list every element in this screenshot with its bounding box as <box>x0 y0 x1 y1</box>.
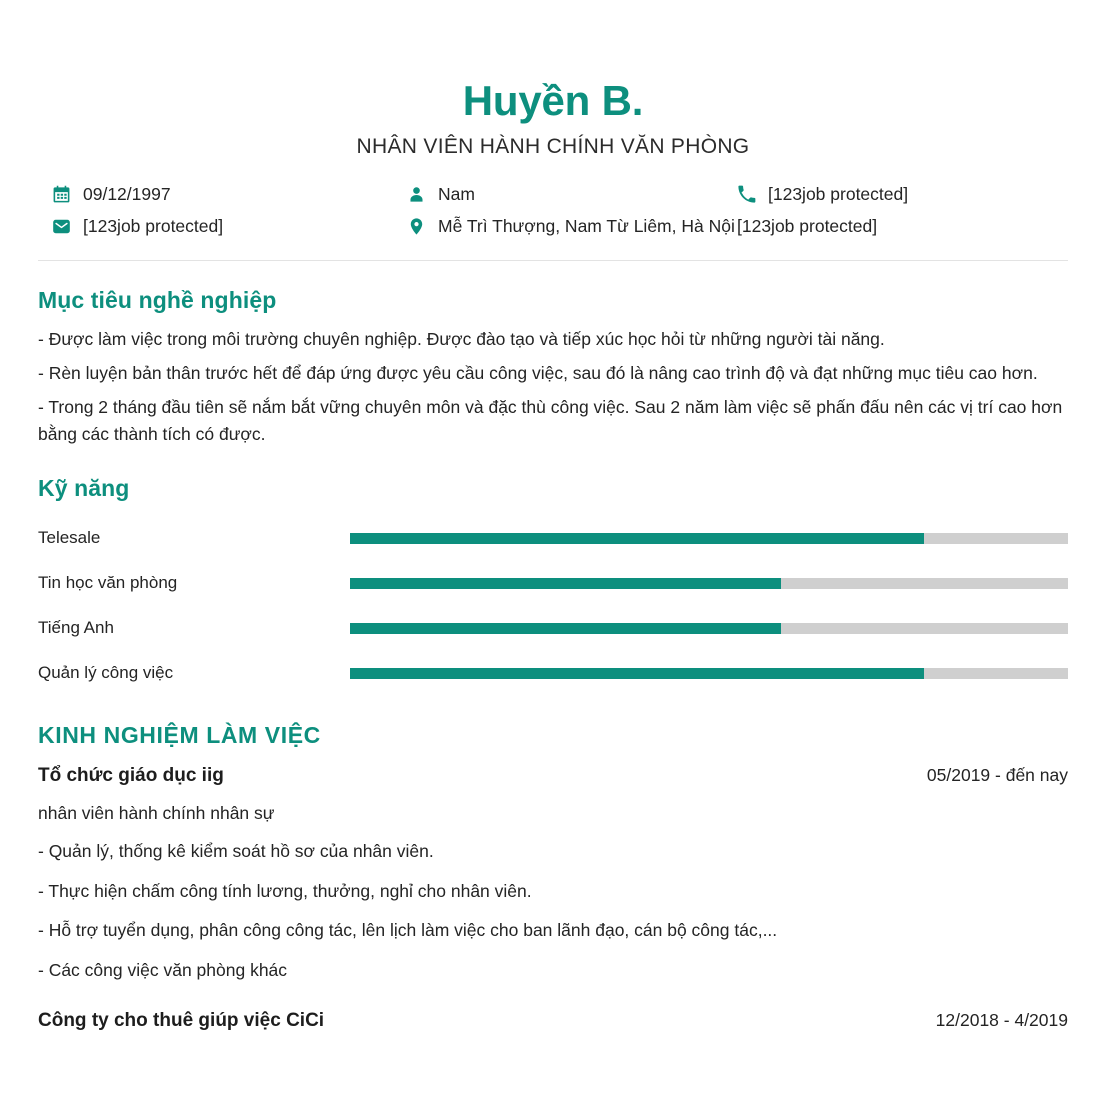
skill-label: Tin học văn phòng <box>38 573 178 593</box>
objective-line: - Rèn luyện bản thân trước hết để đáp ứng được yêu cầu công việc, sau đó là nâng cao trình độ và đạt những mục tiêu cao hơn. <box>38 363 1038 383</box>
skill-label: Quản lý công việc <box>38 663 174 683</box>
candidate-job-title: NHÂN VIÊN HÀNH CHÍNH VĂN PHÒNG <box>356 135 750 159</box>
skill-row <box>38 651 1068 696</box>
experience-position: nhân viên hành chính nhân sự <box>38 802 275 823</box>
person-icon <box>407 185 426 204</box>
experience-entry-header <box>38 1010 1068 1032</box>
contact-gender <box>407 185 737 204</box>
contact-email-secondary[interactable] <box>737 217 1068 236</box>
contact-email-value: [123job protected] <box>83 216 224 237</box>
skill-row <box>38 606 1068 651</box>
experience-bullet: - Hỗ trợ tuyển dụng, phân công công tác, lên lịch làm việc cho ban lãnh đạo, cán bộ công tác,... <box>38 920 778 941</box>
experience-date: 05/2019 - đến nay <box>926 764 1068 785</box>
phone-icon <box>737 185 756 204</box>
skills-list <box>38 516 1068 696</box>
experience-title: KINH NGHIỆM LÀM VIỆC <box>38 721 321 748</box>
experience-company: Tổ chức giáo dục iig <box>38 764 224 786</box>
skill-progress-fill <box>350 668 924 679</box>
skill-progress-track <box>350 623 1068 634</box>
experience-bullet: - Quản lý, thống kê kiểm soát hồ sơ của nhân viên. <box>38 840 434 861</box>
skill-progress-fill <box>350 578 781 589</box>
skill-label: Tiếng Anh <box>38 618 114 638</box>
objective-line: - Được làm việc trong môi trường chuyên nghiệp. Được đào tạo và tiếp xúc học hỏi từ những người tài năng. <box>38 329 885 350</box>
header-divider <box>38 260 1068 261</box>
experience-bullet: - Các công việc văn phòng khác <box>38 959 288 980</box>
contact-address-value: Mễ Trì Thượng, Nam Từ Liêm, Hà Nội <box>438 216 735 237</box>
contact-info-grid <box>38 185 1068 236</box>
experience-company: Công ty cho thuê giúp việc CiCi <box>38 1010 325 1032</box>
skill-row <box>38 516 1068 561</box>
contact-gender-value: Nam <box>438 184 475 205</box>
skill-label: Telesale <box>38 528 101 548</box>
section-objective <box>38 287 1068 449</box>
contact-address <box>407 217 737 236</box>
skill-row <box>38 561 1068 606</box>
cv-header <box>38 0 1068 159</box>
skill-progress-fill <box>350 533 924 544</box>
contact-email[interactable] <box>52 217 407 236</box>
skill-progress-fill <box>350 623 781 634</box>
contact-phone[interactable] <box>737 185 1068 204</box>
section-skills <box>38 475 1068 696</box>
candidate-name: Huyền B. <box>462 77 644 124</box>
contact-birthday <box>52 185 407 204</box>
contact-phone-value: [123job protected] <box>768 184 909 205</box>
contact-email-secondary-value: [123job protected] <box>737 216 878 237</box>
experience-bullets <box>38 838 1068 985</box>
experience-entry-header <box>38 765 1068 787</box>
objective-title: Mục tiêu nghề nghiệp <box>38 287 277 314</box>
skill-progress-track <box>350 668 1068 679</box>
objective-line: - Trong 2 tháng đầu tiên sẽ nắm bắt vững chuyên môn và đặc thù công việc. Sau 2 năm làm việc sẽ phấn đấu nên các vị trí cao hơn bằng các thành tích có được. <box>38 396 1063 445</box>
calendar-icon <box>52 185 71 204</box>
skill-progress-track <box>350 578 1068 589</box>
contact-birthday-value: 09/12/1997 <box>83 184 171 205</box>
skills-title: Kỹ năng <box>38 474 130 501</box>
section-experience <box>38 722 1068 1033</box>
experience-date: 12/2018 - 4/2019 <box>935 1010 1068 1031</box>
map-pin-icon <box>407 217 426 236</box>
envelope-icon <box>52 217 71 236</box>
experience-bullet: - Thực hiện chấm công tính lương, thưởng, nghỉ cho nhân viên. <box>38 880 532 901</box>
skill-progress-track <box>350 533 1068 544</box>
